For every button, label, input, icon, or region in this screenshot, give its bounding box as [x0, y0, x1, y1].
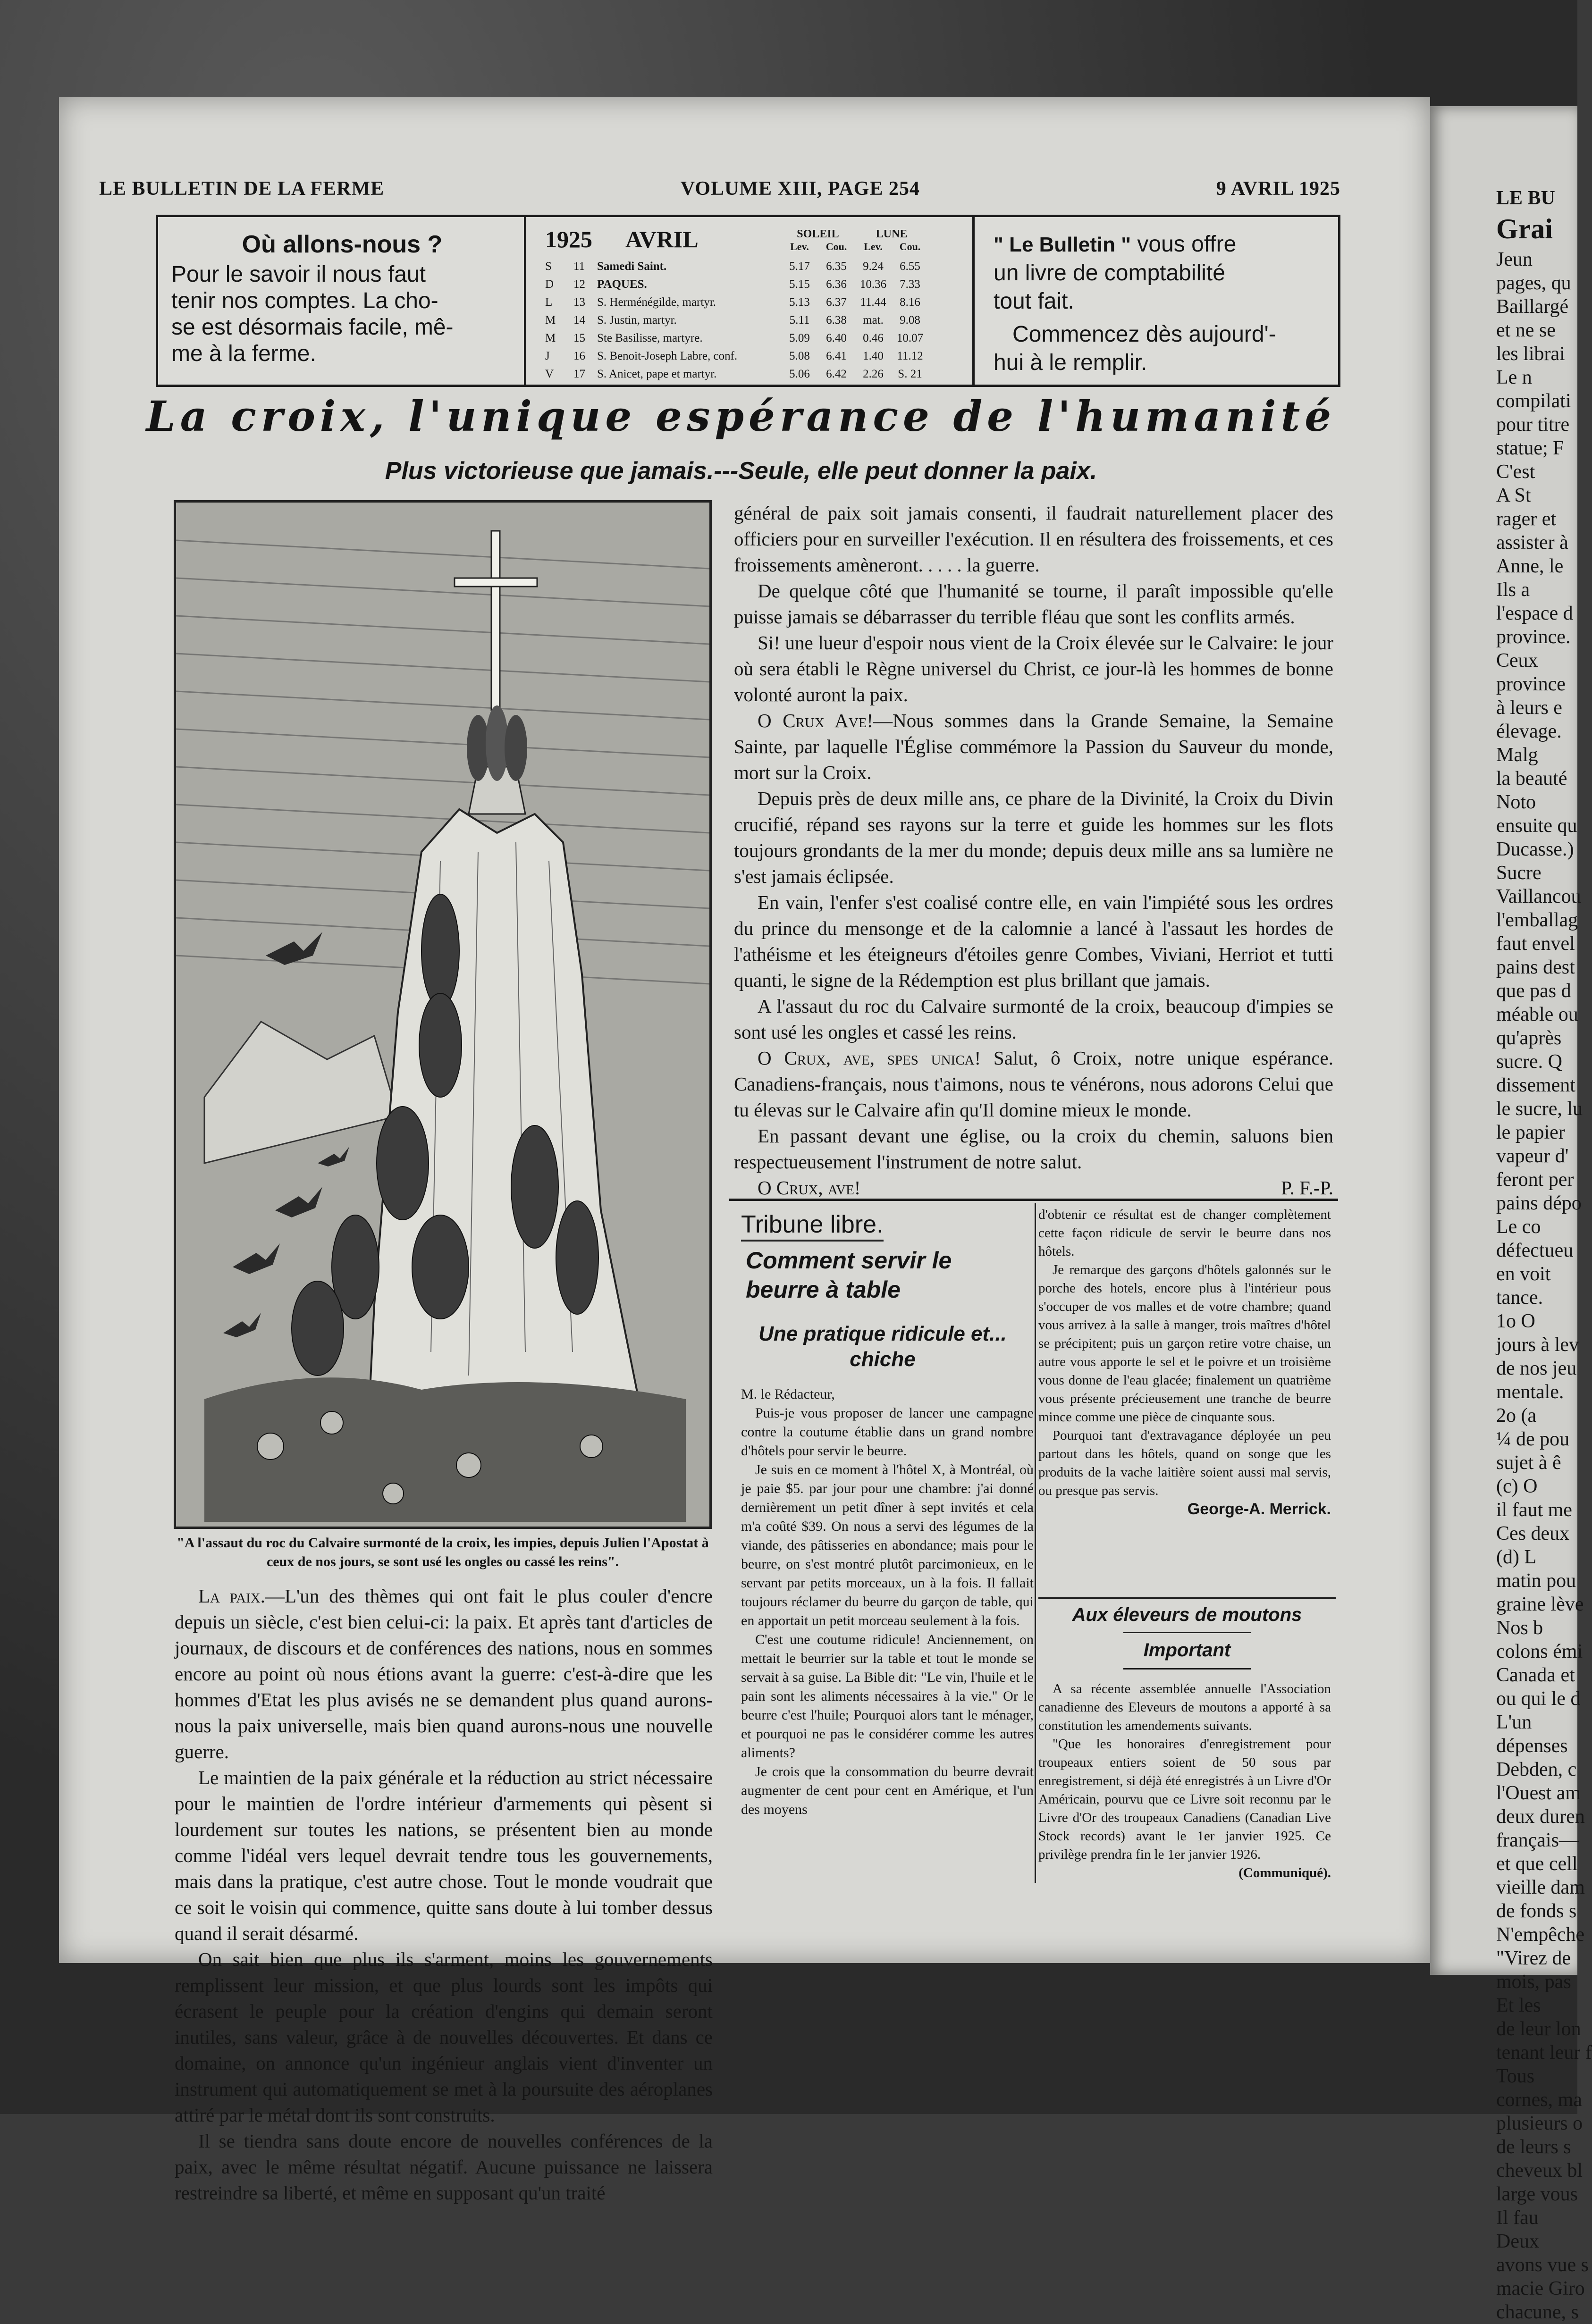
adjacent-page-text: Deux	[1496, 2231, 1539, 2252]
adjacent-page-text: en voit	[1496, 1263, 1551, 1285]
moon-rise: 2.26	[863, 368, 884, 380]
adjacent-page-text: les librai	[1496, 343, 1565, 365]
calendar-weekday: L	[545, 296, 553, 309]
adjacent-page-text: 1o O	[1496, 1310, 1535, 1332]
adjacent-page-text: cornes, ma	[1496, 2089, 1582, 2111]
adjacent-page-text: Ils a	[1496, 579, 1530, 601]
moon-set-label: Cou.	[899, 241, 921, 252]
adjacent-page-text: défectueu	[1496, 1240, 1574, 1261]
article-left-column	[175, 1583, 713, 2206]
adjacent-page-text: Malg	[1496, 744, 1538, 766]
paragraph-text: De quelque côté que l'humanité se tourne, il paraît impossible qu'elle puisse jamais se débarrasser du terrible fléau que sont les conflits armés.	[734, 580, 1333, 628]
adjacent-page-text: la beauté	[1496, 768, 1567, 789]
column-rule	[1035, 1203, 1036, 1883]
adjacent-page-text: il faut me	[1496, 1499, 1572, 1521]
moon-column-group	[855, 228, 928, 253]
article-paragraph	[734, 786, 1333, 889]
adjacent-page-text: l'emballag	[1496, 909, 1578, 931]
calendar-saint: S. Anicet, pape et martyr.	[597, 368, 717, 380]
sun-set: 6.36	[826, 278, 847, 291]
calendar-saint: S. Herménégilde, martyr.	[597, 296, 716, 309]
sun-set-label: Cou.	[825, 241, 847, 252]
page-header	[99, 175, 1340, 203]
calendar-month: AVRIL	[625, 226, 699, 252]
moon-rise: 11.44	[860, 296, 886, 309]
sun-rise: 5.06	[789, 368, 810, 380]
adjacent-page-text: chacune, s	[1496, 2301, 1579, 2323]
box-ou-allons-nous	[156, 215, 529, 387]
adjacent-page-text: LE BU	[1496, 187, 1555, 209]
paragraph-text: Salut, ô Croix, notre unique espérance. Canadiens-français, nous t'aimons, nous te vénérons, nous adorons Celui que tu élevas sur le Calvaire afin qu'Il domine mieux le monde.	[734, 1047, 1333, 1121]
box-left-line: tenir nos comptes. La cho-	[171, 288, 438, 313]
illustration-drawing	[176, 503, 709, 1527]
paragraph-text: En vain, l'enfer s'est coalisé contre elle, en vain l'impiété sous les ordres du prince du mensonge et de la calomnie a lancé à l'assaut les hordes de l'athéisme et les éteigneurs d'étoiles genre Combes, Viviani, Herriot et tutti quanti, le signe de la Rédemption est plus brillant que jamais.	[734, 891, 1333, 991]
calendar-day: 14	[573, 314, 585, 327]
adjacent-page-text: L'un	[1496, 1712, 1532, 1733]
adjacent-page-text: tenant leur f	[1496, 2042, 1592, 2064]
adjacent-page-text: de leurs s	[1496, 2136, 1571, 2158]
article-paragraph	[734, 630, 1333, 708]
illustration-caption: "A l'assaut du roc du Calvaire surmonté de la croix, les impies, depuis Julien l'Apostat à ceux de nos jours, se sont usé les ongles ou cassé les reins".	[177, 1535, 709, 1569]
adjacent-page-text: Sucre	[1496, 862, 1541, 884]
sun-set: 6.42	[826, 368, 847, 380]
sun-rise: 5.13	[789, 296, 810, 309]
article-paragraph	[175, 1583, 713, 1765]
adjacent-page-text: macie Giro	[1496, 2278, 1585, 2299]
signature-author: P. F.-P.	[1281, 1177, 1333, 1199]
adjacent-page-text: français—	[1496, 1829, 1579, 1851]
adjacent-page-text: Canada et	[1496, 1664, 1575, 1686]
bulletin-name: " Le Bulletin "	[994, 233, 1131, 256]
letter-paragraph: Je remarque des garçons d'hôtels galonnés sur le porche des hotels, encore plus à l'intérieur pous s'occuper de vos malles et de votre chambre; quand vous arrivez à la salle à manger, trois maîtres d'hôtel se précipitent; puis un garçon retire votre chaise, un autre vous apporte le sel et le poivre et un troisième vous donne de l'eau glacée; finalement un quatrième vous présente précieusement une tranche de beurre mince comme une pièce de cinquante sous.	[1038, 1262, 1331, 1425]
section-divider	[1123, 1668, 1251, 1670]
calendar-saint: S. Justin, martyr.	[597, 314, 677, 327]
moon-set: 10.07	[896, 332, 924, 344]
article-signature	[734, 1175, 1333, 1201]
adjacent-page-text: Nos b	[1496, 1617, 1543, 1639]
moon-set: 11.12	[897, 350, 923, 362]
tribune-libre-heading: Tribune libre.	[741, 1210, 884, 1242]
adjacent-page-text: que pas d	[1496, 980, 1571, 1002]
adjacent-page-text: tance.	[1496, 1287, 1543, 1309]
adjacent-page-text: à leurs e	[1496, 697, 1562, 719]
box-left-title: Où allons-nous ?	[242, 231, 443, 258]
paragraph-text: En passant devant une église, ou la croix du chemin, saluons bien respectueusement l'instrument de notre salut.	[734, 1125, 1333, 1173]
calendar-row	[526, 294, 975, 311]
adjacent-page-text: élevage.	[1496, 721, 1562, 742]
adjacent-page-text: matin pou	[1496, 1570, 1576, 1592]
calvary-illustration	[174, 500, 712, 1529]
paragraph-text: Il se tiendra sans doute encore de nouvelles conférences de la paix, avec le même résultat négatif. Aucune puissance ne laissera restreindre sa liberté, et même en supposant qu'un traité	[175, 2130, 713, 2204]
calendar-rows	[526, 258, 975, 383]
calendar-day: 16	[573, 350, 585, 362]
sun-rise: 5.08	[789, 350, 810, 362]
sun-label: SOLEIL	[797, 228, 839, 240]
moon-set: 7.33	[900, 278, 920, 291]
sun-set: 6.35	[826, 260, 847, 273]
adjacent-page-text: mois, pas	[1496, 1971, 1571, 1993]
adjacent-page-text: Et les	[1496, 1995, 1541, 2016]
article-paragraph	[734, 889, 1333, 993]
box-right-line: hui à le remplir.	[994, 350, 1147, 375]
adjacent-page-text: rager et	[1496, 508, 1557, 530]
box-left-line: se est désormais facile, mê-	[171, 315, 454, 340]
adjacent-page-text: mentale.	[1496, 1381, 1564, 1403]
letter-paragraph: Je suis en ce moment à l'hôtel X, à Montréal, où je paie $5. par jour pour une chambre: j'ai donné dernièrement un petit dîner à sept invités et cela m'a coûté $39. On nous a servi des légumes de la viande, des pâtisseries en abondance; mais pour le beurre, on s'est montré plutôt parcimonieux, en le servant par petits morceaux, un à la fois. Il fallait toujours réclamer du beurre du garçon de table, qui en apportait un petit morceau seulement à la fois.	[741, 1462, 1034, 1628]
adjacent-page-text: ¼ de pou	[1496, 1428, 1570, 1450]
calendar-weekday: J	[545, 350, 550, 362]
letter-paragraph: Puis-je vous proposer de lancer une campagne contre la coutume établie dans un grand nombre d'hôtels pour servir le beurre.	[741, 1405, 1034, 1459]
adjacent-page-text: A St	[1496, 485, 1531, 506]
article-paragraph	[175, 2128, 713, 2206]
article-paragraph	[175, 1946, 713, 2128]
adjacent-page-text: Vaillancou	[1496, 886, 1581, 907]
adjacent-page-text: Debden, c	[1496, 1759, 1577, 1780]
adjacent-page-text: cheveux bl	[1496, 2160, 1583, 2181]
box-right-line: tout fait.	[994, 289, 1074, 314]
adjacent-page-text: Baillargé	[1496, 296, 1569, 318]
moon-rise: 10.36	[859, 278, 887, 291]
letter-paragraph: Pourquoi tant d'extravagance déployée un peu partout dans les hôtels, quand on songe que les produits de la vache laitière soient aussi mal servis, ou presque pas servis.	[1038, 1428, 1331, 1498]
adjacent-page-text: le sucre, lu	[1496, 1098, 1583, 1120]
calendar-weekday: S	[545, 260, 552, 273]
adjacent-page-text: Grai	[1496, 213, 1553, 244]
adjacent-page-text: Il fau	[1496, 2207, 1539, 2229]
calendar-year: 1925	[545, 226, 592, 252]
letter-paragraph: Je crois que la consommation du beurre devrait augmenter de cent pour cent en Amérique, et l'un des moyens	[741, 1764, 1034, 1817]
calendar-row	[526, 365, 975, 383]
paragraph-text: On sait bien que plus ils s'arment, moins les gouvernements remplissent leur mission, et que plus lourds sont les impôts qui écrasent le peuple pour la création d'engins qui demain seront inutiles, sans valeur, grâce à de nouvelles découvertes. Et dans ce domaine, on annonce qu'un ingénieur anglais vient d'inventer un instrument qui automatiquement se met à la poursuite des aéroplanes attiré par le métal dont ils sont construits.	[175, 1948, 713, 2126]
tribune-title: Comment servir le beurre à table	[746, 1247, 952, 1303]
adjacent-page-text: pages, qu	[1496, 272, 1571, 294]
box-right-line: Commencez dès aujourd'-	[1012, 322, 1276, 347]
adjacent-page-text: pour titre	[1496, 414, 1570, 436]
box-right-line1-rest: vous offre	[1131, 232, 1237, 257]
calendar-row	[526, 258, 975, 276]
sun-set: 6.38	[826, 314, 847, 327]
adjacent-page-text: C'est	[1496, 461, 1535, 483]
paragraph-text: général de paix soit jamais consenti, il faudrait naturellement placer des officiers pour en surveiller l'exécution. Il en résultera des froissements, et ces froissements amèneront. . . . . la guerre.	[734, 502, 1333, 576]
adjacent-page-text: Le co	[1496, 1216, 1541, 1238]
adjacent-page-text: sujet à ê	[1496, 1452, 1561, 1474]
sun-rise-label: Lev.	[790, 241, 809, 252]
adjacent-page-text: large vous	[1496, 2183, 1578, 2205]
calendar-row	[526, 329, 975, 347]
article-paragraph	[734, 1123, 1333, 1175]
paragraph-text: —Nous sommes dans la Grande Semaine, la Semaine Sainte, par laquelle l'Église commémore la Passion du Sauveur du monde, mort sur la Croix.	[734, 710, 1333, 783]
article-subtitle: Plus victorieuse que jamais.---Seule, elle peut donner la paix.	[385, 457, 1097, 485]
adjacent-page-text: le papier	[1496, 1122, 1565, 1143]
header-date: 9 AVRIL 1925	[1216, 178, 1340, 200]
eleveurs-subtitle: Important	[1143, 1640, 1231, 1661]
section-divider	[1123, 1632, 1251, 1633]
adjacent-page-text: et ne se	[1496, 319, 1556, 341]
article-paragraph	[175, 1765, 713, 1946]
adjacent-page-text: et que cell	[1496, 1853, 1578, 1875]
tribune-subtitle: Une pratique ridicule et... chiche	[758, 1322, 1007, 1371]
adjacent-page-text: graine lève	[1496, 1594, 1584, 1615]
adjacent-page-text: l'Ouest am	[1496, 1782, 1581, 1804]
moon-set: S. 21	[898, 368, 922, 380]
calendar-saint: Samedi Saint.	[597, 260, 667, 273]
adjacent-page-text: ensuite qu	[1496, 815, 1577, 837]
calendar-row	[526, 276, 975, 294]
paragraph-text: Si! une lueur d'espoir nous vient de la Croix élevée sur le Calvaire: le jour où sera établi le Règne universel du Christ, ce jour-là les hommes de bonne volonté auront la paix.	[734, 632, 1333, 705]
calendar-saint: PAQUES.	[597, 278, 647, 291]
moon-rise: mat.	[863, 314, 884, 327]
sun-rise: 5.17	[789, 260, 810, 273]
moon-rise: 9.24	[863, 260, 884, 273]
moon-set: 9.08	[900, 314, 920, 327]
sun-column-group	[781, 228, 855, 253]
adjacent-page-text: dépenses	[1496, 1735, 1568, 1757]
adjacent-page-text: vieille dam	[1496, 1877, 1585, 1898]
paragraph-text: —L'un des thèmes qui ont fait le plus couler d'encre depuis un siècle, c'est bien celui-ci: la paix. Et après tant d'articles de journaux, de discours et de conférences des nations, nous en sommes encore au point où nous étions avant la guerre: c'est-à-dire que les hommes d'Etat les plus avisés ne se demandent plus quand aurons-nous la paix universelle, mais bien quand aurons-nous une nouvelle guerre.	[175, 1585, 713, 1762]
paragraph-text: A l'assaut du roc du Calvaire surmonté de la croix, beaucoup d'impies se sont usé les ongles et cassé les reins.	[734, 995, 1333, 1043]
adjacent-page-text: Ces deux	[1496, 1523, 1570, 1544]
calendar-header	[526, 217, 975, 253]
article-paragraph	[734, 708, 1333, 786]
signature-salutation: O Crux, ave!	[758, 1177, 861, 1199]
adjacent-page-text: l'espace d	[1496, 603, 1573, 624]
calendar-saint: S. Benoit-Joseph Labre, conf.	[597, 350, 738, 362]
adjacent-page-text: "Virez de	[1496, 1947, 1571, 1969]
article-paragraph	[734, 500, 1333, 578]
calendar-day: 17	[573, 368, 585, 380]
paragraph-text: Le maintien de la paix générale et la réduction au strict nécessaire pour le maintien de l'ordre intérieur d'armements qui pèsent si lourdement sur toutes les nations, se présentent bien au monde comme l'idéal vers lequel devrait tendre tous les gouvernements, mais dans la pratique, c'est autre chose. Tout le monde voudrait que ce soit le voisin qui commence, quitte sans doute à lui tomber dessus quand il serait désarmé.	[175, 1767, 713, 1944]
paragraph-lead: O Crux, ave, spes unica!	[758, 1047, 981, 1069]
adjacent-page-text: province	[1496, 673, 1566, 695]
adjacent-page-text: feront per	[1496, 1169, 1574, 1191]
adjacent-page-text: Tous	[1496, 2065, 1535, 2087]
adjacent-page-text: statue; F	[1496, 437, 1564, 459]
paragraph-lead: La paix.	[198, 1585, 265, 1607]
letter-paragraph: C'est une coutume ridicule! Anciennement, on mettait le beurrier sur la table et tout le monde se servait à sa guise. La Bible dit: "Le vin, l'huile et le pain sont les aliments nécessaires à la vie." Or le beurre c'est l'huile; Pourquoi alors tant le ménager, et pourquoi ne pas le considérer comme les autres aliments?	[741, 1632, 1034, 1761]
adjacent-page-text: jours à lev	[1496, 1334, 1579, 1356]
adjacent-page-text: colons émi	[1496, 1641, 1583, 1662]
calendar-weekday: M	[545, 314, 556, 327]
calendar-day: 12	[573, 278, 585, 291]
calendar-day: 11	[573, 260, 585, 273]
moon-rise: 0.46	[863, 332, 884, 344]
adjacent-page-text: (d) L	[1496, 1546, 1537, 1568]
tribune-column-2	[1038, 1206, 1331, 1519]
calendar-saint: Ste Basilisse, martyre.	[597, 332, 703, 344]
adjacent-page-edge	[1430, 106, 1592, 2323]
calendar-row	[526, 347, 975, 365]
adjacent-page-text: Jeun	[1496, 249, 1533, 270]
sun-rise: 5.09	[789, 332, 810, 344]
paragraph-text: Depuis près de deux mille ans, ce phare de la Divinité, la Croix du Divin crucifié, répand ses rayons sur la terre et guide les hommes sur les flots toujours grondants de la mer du monde; depuis deux mille ans sa lumière ne s'est jamais éclipsée.	[734, 788, 1333, 887]
article-right-column	[734, 500, 1333, 1201]
box-right-line: un livre de comptabilité	[994, 260, 1225, 285]
section-divider	[729, 1199, 1338, 1201]
section-divider	[1038, 1597, 1336, 1599]
adjacent-page-text: compilati	[1496, 390, 1571, 412]
eleveurs-column	[1038, 1680, 1331, 1882]
adjacent-page-text: Anne, le	[1496, 555, 1564, 577]
article-paragraph	[734, 993, 1333, 1045]
article-title: La croix, l'unique espérance de l'humanité	[146, 392, 1336, 441]
almanac-calendar	[524, 215, 977, 387]
eleveurs-title: Aux éleveurs de moutons	[1072, 1604, 1302, 1625]
moon-rise: 1.40	[863, 350, 884, 362]
eleveurs-paragraph: "Que les honoraires d'enregistrement pour troupeaux entiers soient de 50 sous par enregistrement, si déjà été enregistrés à un Livre d'Or Américain, pourvu que ce Livre soit reconnu par le Livre d'Or des troupeaux Canadiens (Canadian Live Stock records) avant le 1er janvier 1925. Ce privilège prendra fin le 1er janvier 1926.	[1038, 1737, 1331, 1862]
eleveurs-paragraph: A sa récente assemblée annuelle l'Association canadienne des Eleveurs de moutons a apporté à sa constitution les amendements suivants.	[1038, 1681, 1331, 1733]
adjacent-page-text: N'empêche	[1496, 1924, 1585, 1946]
box-left-line: me à la ferme.	[171, 341, 316, 366]
adjacent-page-text: dissement	[1496, 1074, 1575, 1096]
box-left-line: Pour le savoir il nous faut	[171, 262, 426, 287]
sun-rise: 5.15	[789, 278, 810, 291]
adjacent-page-text: avons vue s	[1496, 2254, 1589, 2276]
header-volume: VOLUME XIII, PAGE 254	[680, 178, 920, 200]
adjacent-page-text: qu'après	[1496, 1027, 1562, 1049]
adjacent-page-text: méable ou	[1496, 1004, 1578, 1025]
box-right-line	[994, 230, 1319, 259]
adjacent-page-text: de nos jeu	[1496, 1358, 1577, 1379]
paragraph-lead: O Crux Ave!	[758, 710, 874, 731]
calendar-weekday: M	[545, 332, 556, 344]
adjacent-page-text: pains dépo	[1496, 1192, 1582, 1214]
adjacent-page-text: sucre. Q	[1496, 1051, 1562, 1073]
adjacent-page-text: Ceux	[1496, 650, 1538, 671]
box-bulletin-offer	[972, 215, 1340, 387]
adjacent-page-text: Noto	[1496, 791, 1536, 813]
tribune-column-1	[741, 1385, 1034, 1819]
calendar-row	[526, 311, 975, 329]
letter-salutation: M. le Rédacteur,	[741, 1386, 835, 1402]
letter-paragraph: d'obtenir ce résultat est de changer complètement cette façon ridicule de servir le beurre dans nos hôtels.	[1038, 1207, 1331, 1259]
moon-label: LUNE	[876, 228, 908, 240]
adjacent-page-text: deux duren	[1496, 1806, 1585, 1828]
adjacent-page-text: vapeur d'	[1496, 1145, 1569, 1167]
adjacent-page-text: 2o (a	[1496, 1405, 1537, 1426]
calendar-weekday: D	[545, 278, 554, 291]
sun-set: 6.37	[826, 296, 847, 309]
adjacent-page-text: pains dest	[1496, 956, 1575, 978]
adjacent-page-text: faut envel	[1496, 933, 1575, 955]
adjacent-page-text: province.	[1496, 626, 1571, 648]
sun-set: 6.41	[826, 350, 847, 362]
eleveurs-communique: (Communiqué).	[1238, 1865, 1331, 1880]
moon-rise-label: Lev.	[864, 241, 883, 252]
moon-set: 6.55	[900, 260, 920, 273]
moon-set: 8.16	[900, 296, 920, 309]
adjacent-page-text: de leur lon	[1496, 2018, 1581, 2040]
adjacent-page-text: (c) O	[1496, 1476, 1538, 1497]
sun-rise: 5.11	[789, 314, 810, 327]
adjacent-page-text: plusieurs o	[1496, 2113, 1583, 2134]
calendar-weekday: V	[545, 368, 554, 380]
article-paragraph	[734, 1045, 1333, 1123]
calendar-day: 13	[573, 296, 585, 309]
adjacent-page-text: ou qui le d	[1496, 1688, 1581, 1710]
article-paragraph	[734, 578, 1333, 630]
header-publication: LE BULLETIN DE LA FERME	[99, 178, 385, 200]
adjacent-page-text: de fonds s	[1496, 1900, 1577, 1922]
adjacent-page-text: Le n	[1496, 367, 1532, 388]
adjacent-page-text: assister à	[1496, 532, 1568, 554]
adjacent-page-text: Ducasse.)	[1496, 839, 1574, 860]
letter-signature: George-A. Merrick.	[1187, 1500, 1331, 1518]
sun-set: 6.40	[826, 332, 847, 344]
calendar-day: 15	[573, 332, 585, 344]
